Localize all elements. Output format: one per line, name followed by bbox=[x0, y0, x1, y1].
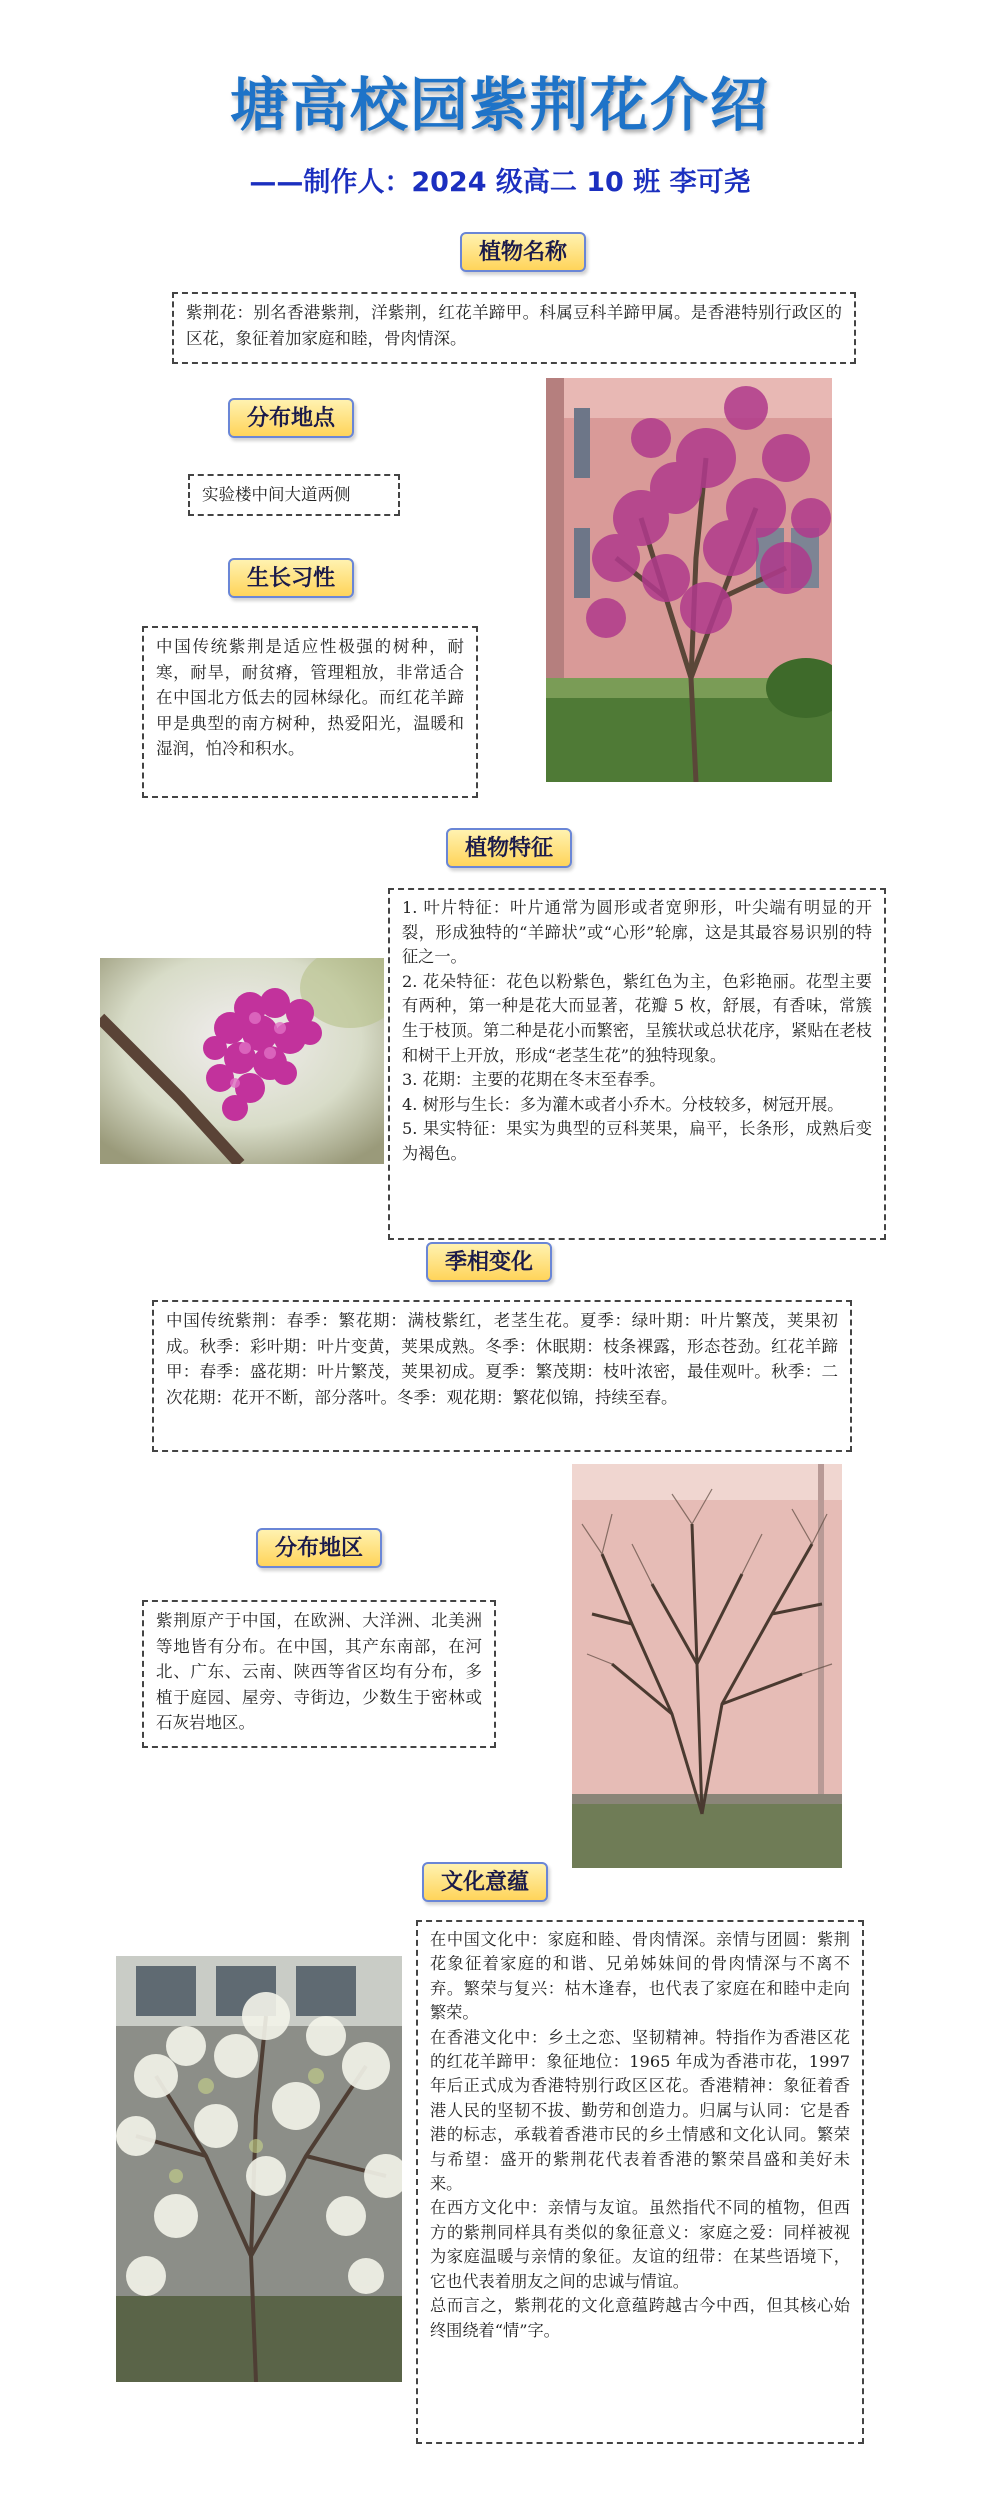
section-label-location: 分布地点 bbox=[228, 398, 354, 438]
distribution-textbox bbox=[142, 1600, 496, 1748]
section-label-habit: 生长习性 bbox=[228, 558, 354, 598]
photo-white-blossoms bbox=[116, 1956, 402, 2382]
section-label-distribution: 分布地区 bbox=[256, 1528, 382, 1568]
features-textbox bbox=[388, 888, 886, 1240]
location-textbox bbox=[188, 474, 400, 516]
photo-redbud-building bbox=[546, 378, 832, 782]
culture-hongkong: 在香港文化中：乡土之恋、坚韧精神。特指作为香港区花的红花羊蹄甲：象征地位：1965 年成为香港市花，1997 年后正式成为香港特别行政区区花。香港精神：象征着香港人民的坚韧不拔、勤劳和创造力。归属与认同：它是香港的标志，承载着香港市民的乡土情感和文化认同。繁荣与希望：盛开的紫荆花代表着香港的繁荣昌盛和美好未来。 bbox=[430, 2027, 850, 2194]
page-subtitle: ——制作人：2024 级高二 10 班 李可尧 bbox=[249, 167, 751, 198]
section-label-name: 植物名称 bbox=[460, 232, 586, 272]
location-text: 实验楼中间大道两侧 bbox=[202, 485, 351, 504]
seasons-text: 中国传统紫荆：春季：繁花期：满枝紫红，老茎生花。夏季：绿叶期：叶片繁茂，荚果初成。秋季：彩叶期：叶片变黄，荚果成熟。冬季：休眠期：枝条裸露，形态苍劲。红花羊蹄甲：春季：盛花期：叶片繁茂，荚果初成。夏季：繁茂期：枝叶浓密，最佳观叶。秋季：二次花期：花开不断，部分落叶。冬季：观花期：繁花似锦，持续至春。 bbox=[166, 1311, 838, 1407]
section-label-seasons: 季相变化 bbox=[426, 1242, 552, 1282]
habit-text: 中国传统紫荆是适应性极强的树种，耐寒，耐旱，耐贫瘠，管理粗放，非常适合在中国北方低去的园林绿化。而红花羊蹄甲是典型的南方树种，热爱阳光，温暖和湿润，怕冷和积水。 bbox=[156, 637, 464, 758]
feature-flower: 2. 花朵特征：花色以粉紫色，紫红色为主，色彩艳丽。花型主要有两种，第一种是花大而显著，花瓣 5 枚，舒展，有香味，常簇生于枝顶。第二种是花小而繁密，呈簇状或总状花序，紧贴在老枝和树干上开放，形成“老茎生花”的独特现象。 bbox=[402, 971, 872, 1065]
page-title: 塘高校园紫荆花介绍 bbox=[229, 71, 770, 139]
feature-leaf: 1. 叶片特征：叶片通常为圆形或者宽卵形，叶尖端有明显的开裂，形成独特的“羊蹄状”或“心形”轮廓，这是其最容易识别的特征之一。 bbox=[402, 898, 872, 967]
culture-textbox bbox=[416, 1920, 864, 2444]
feature-bloom-period: 3. 花期：主要的花期在冬末至春季。 bbox=[402, 1070, 666, 1090]
culture-summary: 总而言之，紫荆花的文化意蕴跨越古今中西，但其核心始终围绕着“情”字。 bbox=[430, 2296, 850, 2340]
habit-textbox bbox=[142, 626, 478, 798]
distribution-text: 紫荆原产于中国，在欧洲、大洋洲、北美洲等地皆有分布。在中国，其产东南部，在河北、广东、云南、陕西等省区均有分布，多植于庭园、屋旁、寺街边，少数生于密林或石灰岩地区。 bbox=[156, 1611, 482, 1732]
culture-china: 在中国文化中：家庭和睦、骨肉情深。亲情与团圆：紫荆花象征着家庭的和谐、兄弟姊妹间的骨肉情深与不离不弃。繁荣与复兴：枯木逢春，也代表了家庭在和睦中走向繁荣。 bbox=[430, 1930, 850, 2023]
section-label-features: 植物特征 bbox=[446, 828, 572, 868]
culture-west: 在西方文化中：亲情与友谊。虽然指代不同的植物，但西方的紫荆同样具有类似的象征意义：家庭之爱：同样被视为家庭温暖与亲情的象征。友谊的纽带：在某些语境下，它也代表着朋友之间的忠诚与情谊。 bbox=[430, 2198, 850, 2291]
photo-redbud-closeup bbox=[100, 958, 384, 1164]
photo-redbud-winter bbox=[572, 1464, 842, 1868]
feature-fruit: 5. 果实特征：果实为典型的豆科荚果，扁平，长条形，成熟后变为褐色。 bbox=[402, 1119, 872, 1163]
seasons-textbox bbox=[152, 1300, 852, 1452]
name-text: 紫荆花：别名香港紫荆，洋紫荆，红花羊蹄甲。科属豆科羊蹄甲属。是香港特别行政区的区花，象征着加家庭和睦，骨肉情深。 bbox=[186, 303, 842, 348]
section-label-culture: 文化意蕴 bbox=[422, 1862, 548, 1902]
feature-shape-growth: 4. 树形与生长：多为灌木或者小乔木。分枝较多，树冠开展。 bbox=[402, 1094, 844, 1114]
name-textbox bbox=[172, 292, 856, 364]
